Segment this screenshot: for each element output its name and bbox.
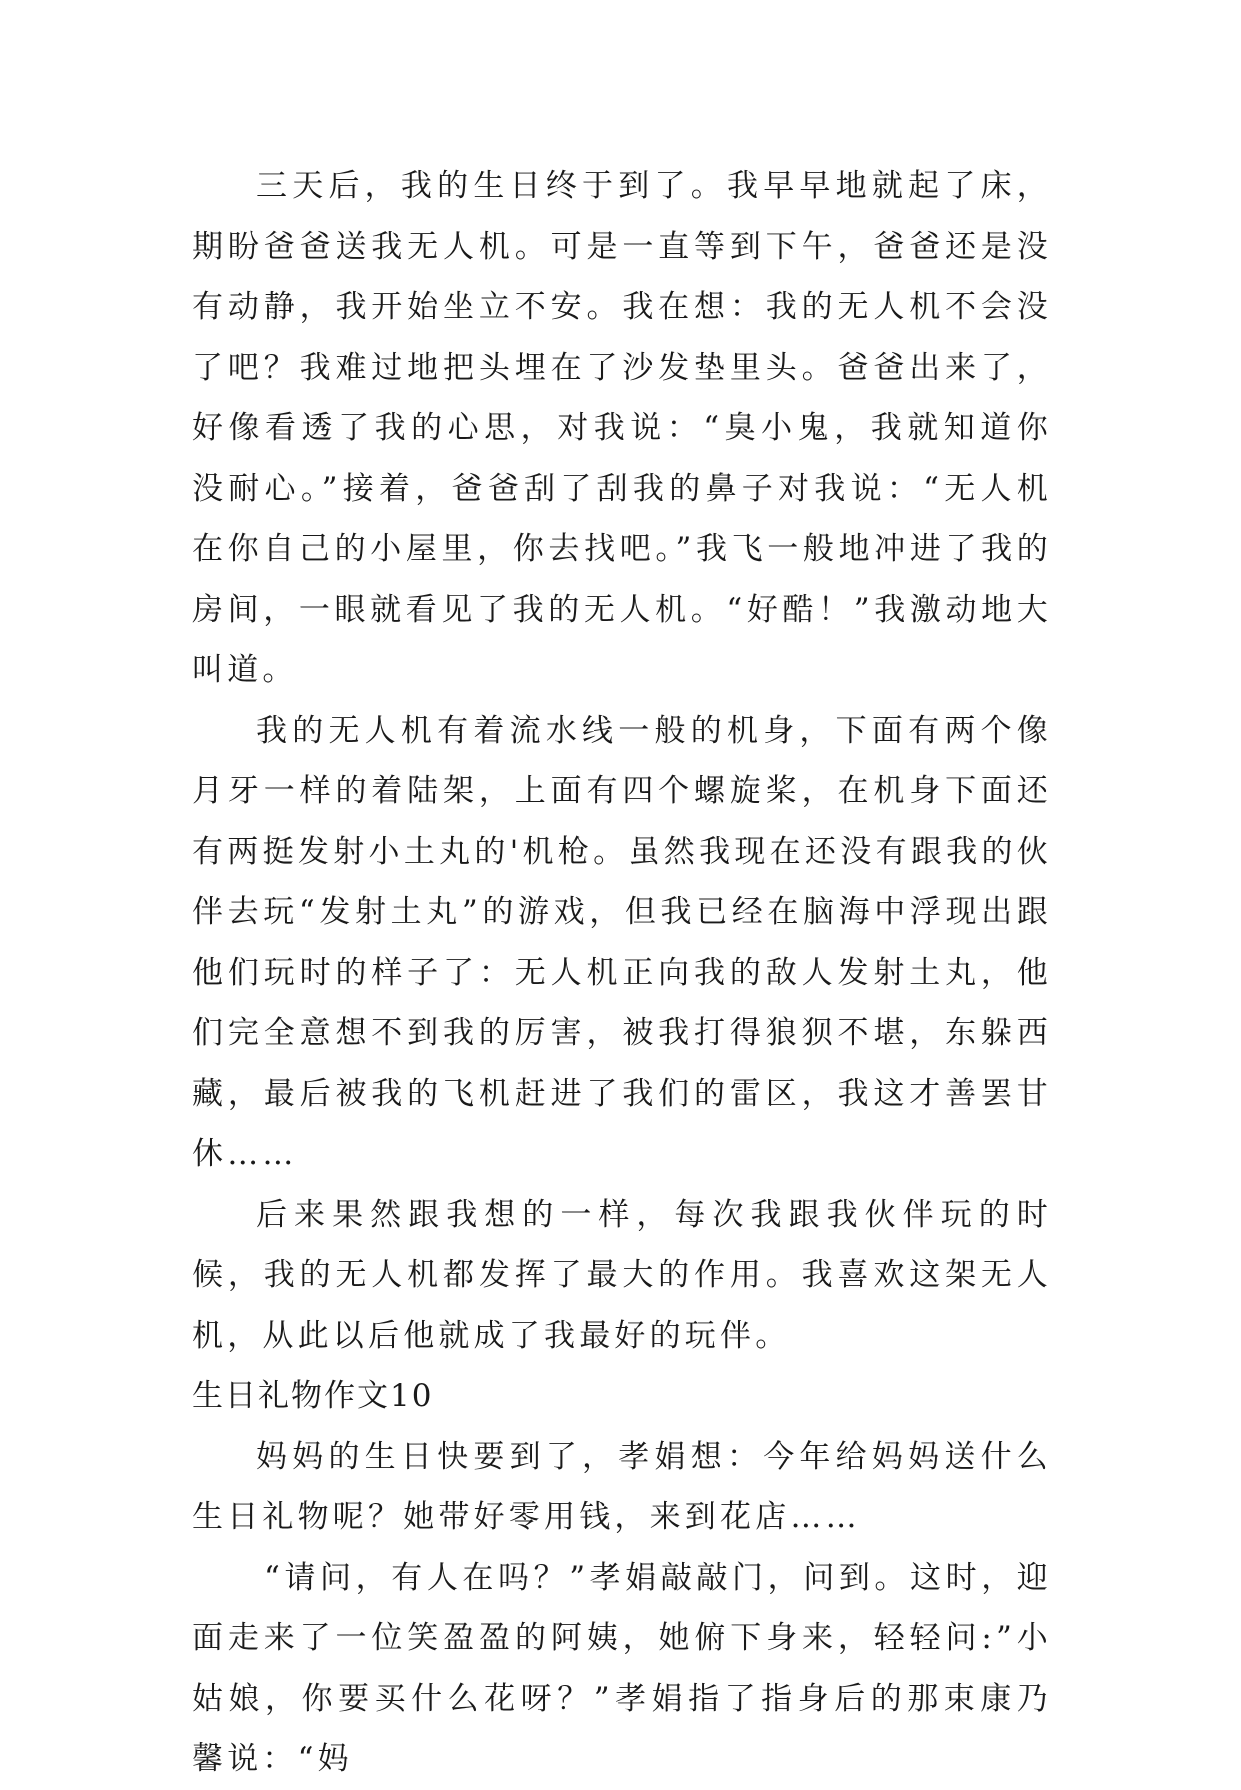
paragraph-best-companion: 后来果然跟我想的一样，每次我跟我伙伴玩的时候，我的无人机都发挥了最大的作用。我喜欢这架无人机，从此以后他就成了我最好的玩伴。 <box>192 1196 1052 1354</box>
paragraph-drone-description: 我的无人机有着流水线一般的机身，下面有两个像月牙一样的着陆架，上面有四个螺旋桨，在机身下面还有两挺发射小土丸的'机枪。虽然我现在还没有跟我的伙伴去玩“发射土丸”的游戏，但我已经在脑海中浮现出跟他们玩时的样子了：无人机正向我的敌人发射土丸，他们完全意想不到我的厉害，被我打得狼狈不堪，东躲西藏，最后被我的飞机赶进了我们的雷区，我这才善罢甘休…… <box>192 712 1052 1172</box>
paragraph-birthday-arrives: 三天后，我的生日终于到了。我早早地就起了床，期盼爸爸送我无人机。可是一直等到下午，爸爸还是没有动静，我开始坐立不安。我在想：我的无人机不会没了吧？我难过地把头埋在了沙发垫里头。爸爸出来了，好像看透了我的心思，对我说：“臭小鬼，我就知道你没耐心。”接着，爸爸刮了刮我的鼻子对我说：“无人机在你自己的小屋里，你去找吧。”我飞一般地冲进了我的房间，一眼就看见了我的无人机。“好酷！”我激动地大叫道。 <box>192 168 1052 688</box>
paragraph-flower-shop: “请问，有人在吗？”孝娟敲敲门，问到。这时，迎面走来了一位笑盈盈的阿姨，她俯下身来，轻轻问:”小姑娘，你要买什么花呀？”孝娟指了指身后的那束康乃馨说：“妈 <box>192 1559 1052 1777</box>
section-heading: 生日礼物作文10 <box>192 1378 434 1414</box>
paragraph-mother-birthday: 妈妈的生日快要到了，孝娟想：今年给妈妈送什么生日礼物呢？她带好零用钱，来到花店…… <box>192 1438 1052 1535</box>
document-body <box>192 156 1052 1790</box>
